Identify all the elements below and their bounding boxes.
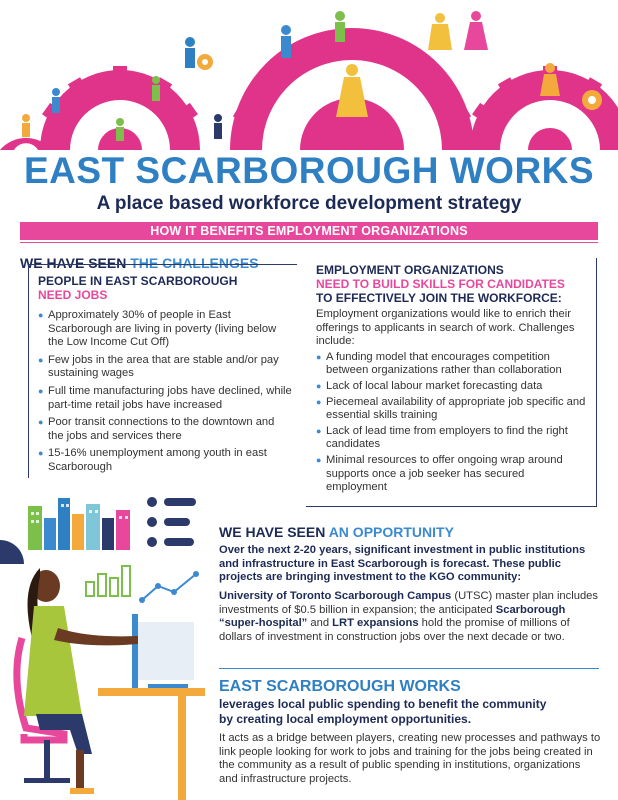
works-lead: leverages local public spending to benefit the community by creating local employment opportunities. bbox=[219, 697, 547, 726]
list-item: ● Poor transit connections to the downtown and the jobs and services there bbox=[38, 416, 293, 443]
list-item: ● Minimal resources to offer ongoing wrap around supports once a job seeker has secured employment bbox=[316, 454, 588, 495]
woman-at-computer-illustration bbox=[0, 488, 205, 800]
list-item: ● A funding model that encourages competition between organizations rather than collaboration bbox=[316, 351, 588, 378]
divider bbox=[20, 242, 598, 243]
lrt-label: LRT expansions bbox=[332, 617, 419, 630]
divider bbox=[219, 668, 599, 669]
opportunity-text-1: (UTSC) master plan includes investments of $0.5 billion in expansion; the anticipated bbox=[219, 590, 598, 616]
list-item: ● Lack of lead time from employers to find the right candidates bbox=[316, 425, 588, 452]
opportunity-text-3: hold the promise of millions of dollars of investment in construction jobs over the next decade or two. bbox=[219, 617, 570, 643]
works-heading: EAST SCARBOROUGH WORKS bbox=[219, 678, 461, 695]
list-item: ● Piecemeal availability of appropriate job specific and essential skills training bbox=[316, 396, 588, 423]
left-subheading-line2: NEED JOBS bbox=[38, 288, 108, 302]
list-item: ● Few jobs in the area that are stable and/or pay sustaining wages bbox=[38, 354, 293, 381]
right-intro: Employment organizations would like to enrich their offerings to applicants in search of work. Challenges include: bbox=[316, 308, 575, 348]
challenges-heading-accent: THE CHALLENGES bbox=[130, 255, 259, 271]
list-item: ● 15-16% unemployment among youth in east Scarborough bbox=[38, 447, 293, 474]
right-subheading-line2: NEED TO BUILD SKILLS FOR CANDIDATES bbox=[316, 277, 565, 291]
opportunity-paragraph bbox=[219, 590, 601, 644]
list-item: ● Lack of local labour market forecasting data bbox=[316, 380, 588, 394]
gears-people-illustration bbox=[0, 0, 618, 150]
woman-figure-icon bbox=[24, 568, 138, 794]
opportunity-lead: Over the next 2-20 years, significant investment in public institutions and infrastructure in East Scarborough is forecast. These public projects are bringing investment to the KGO community: bbox=[219, 544, 586, 584]
pie-chart-icon bbox=[0, 540, 24, 564]
opportunity-heading-plain: WE HAVE SEEN bbox=[219, 524, 326, 540]
people-chart-icon bbox=[147, 497, 196, 547]
bar-chart-icon bbox=[86, 566, 130, 596]
section-banner-label: HOW IT BENEFITS EMPLOYMENT ORGANIZATIONS bbox=[150, 224, 468, 238]
list-item: ● Approximately 30% of people in East Scarborough are living in poverty (living below the Low Income Cut Off) bbox=[38, 309, 293, 350]
opportunity-heading bbox=[219, 524, 454, 540]
opportunity-heading-accent: AN OPPORTUNITY bbox=[328, 524, 454, 540]
right-subheading-line1: EMPLOYMENT ORGANIZATIONS bbox=[316, 263, 504, 277]
right-subheading-line3: TO EFFECTIVELY JOIN THE WORKFORCE: bbox=[316, 291, 562, 305]
computer-icon bbox=[132, 614, 194, 690]
hospital-label: Scarborough “super-hospital” bbox=[219, 603, 566, 630]
line-chart-icon bbox=[139, 571, 199, 603]
challenges-right-content bbox=[316, 263, 588, 497]
challenges-heading-plain: WE HAVE SEEN bbox=[20, 255, 127, 271]
challenges-left-content bbox=[38, 274, 293, 479]
works-body: It acts as a bridge between players, creating new processes and pathways to link people looking for work to jobs and training for the jobs being created in the community as a result of public spending in institutions, organizations and infrastructure projects. bbox=[219, 732, 601, 785]
right-bullet-list bbox=[316, 351, 588, 495]
city-buildings-icon bbox=[28, 498, 130, 550]
left-subheading-line1: PEOPLE IN EAST SCARBOROUGH bbox=[38, 274, 238, 288]
left-bullet-list bbox=[38, 309, 293, 475]
page-subtitle: A place based workforce development strategy bbox=[96, 193, 522, 214]
utsc-label: University of Toronto Scarborough Campus bbox=[219, 590, 452, 602]
opportunity-text-2: and bbox=[307, 617, 333, 630]
desk-icon bbox=[98, 688, 205, 800]
list-item: ● Full time manufacturing jobs have declined, while part-time retail jobs have increased bbox=[38, 385, 293, 412]
page-title: EAST SCARBOROUGH WORKS bbox=[23, 150, 595, 191]
